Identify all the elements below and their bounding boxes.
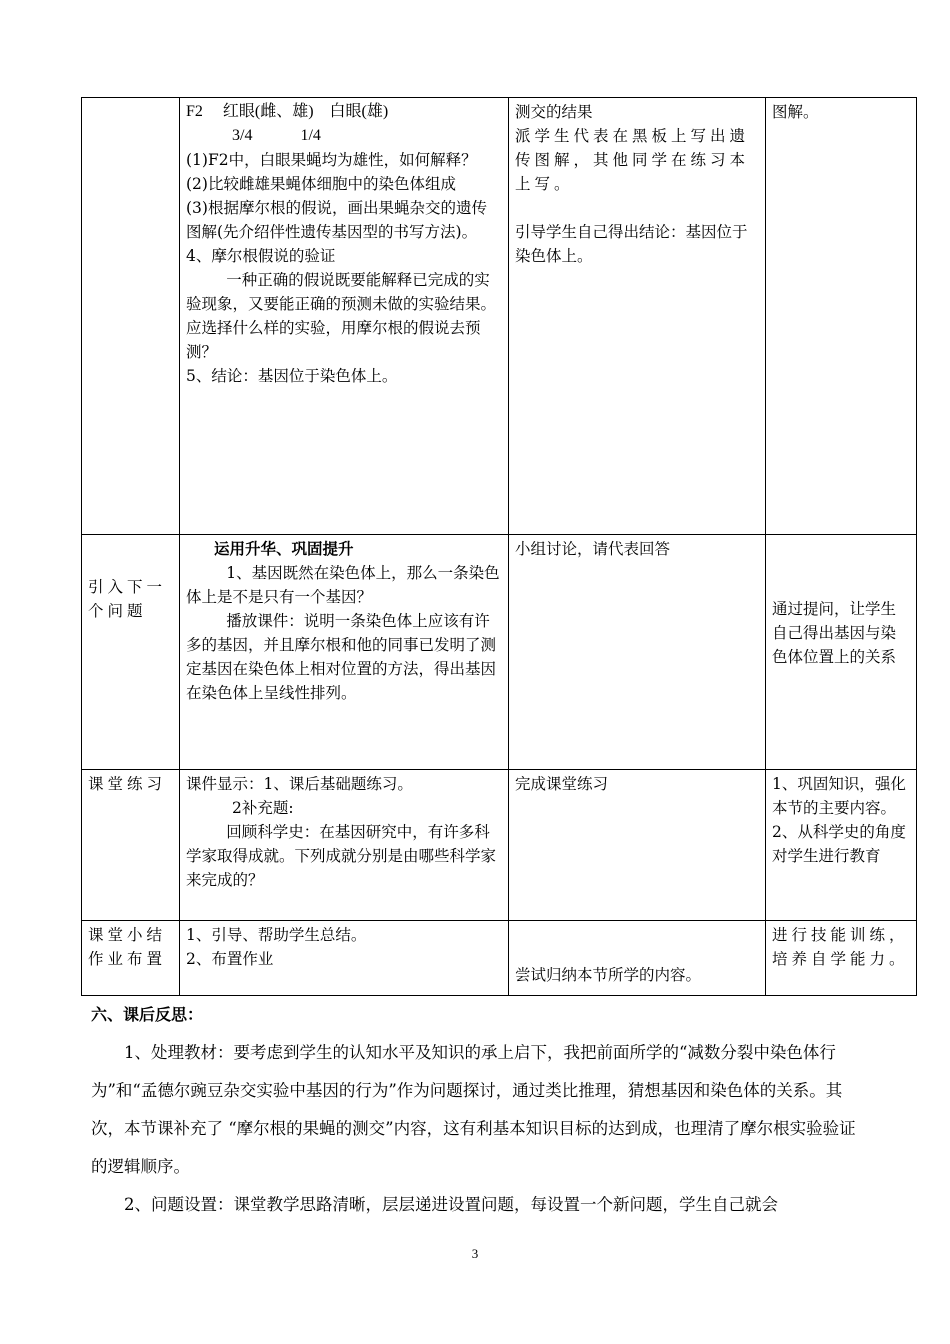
table-row (82, 770, 917, 921)
reflection-paragraph-1: 1、处理教材：要考虑到学生的认知水平及知识的承上启下，我把前面所学的“减数分裂中染色体行为”和“孟德尔豌豆杂交实验中基因的行为”作为问题探讨，通过类比推理，猜想基因和染色体的关系。其次，本节课补充了 “摩尔根的果蝇的测交”内容，这有利基本知识目标的达到成，也理清了摩尔根实验验证的逻辑顺序。 (91, 1043, 856, 1176)
student-activity-cell (509, 98, 766, 535)
content-paragraph: 回顾科学史：在基因研究中，有许多科学家取得成就。下列成就分别是由哪些科学家来完成的？ (186, 823, 497, 889)
section-heading-verification: 4、摩尔根假说的验证 (186, 247, 336, 265)
content-line: 2、布置作业 (186, 950, 274, 968)
question-1: (1)F2中，白眼果蝇均为雄性，如何解释？ (186, 151, 477, 169)
content-line: 2补充题: (232, 799, 294, 817)
student-activity-line: 测交的结果 (515, 103, 593, 121)
intent-cell (766, 535, 917, 770)
student-activity-cell (509, 921, 766, 996)
f2-phenotype-line: F2 红眼(雌、雄) 白眼(雄) (186, 103, 389, 120)
content-paragraph: 1、基因既然在染色体上，那么一条染色体上是不是只有一个基因？ (186, 564, 500, 606)
ratio-line: 3/4 1/4 (232, 127, 321, 144)
intent-text: 1、巩固知识，强化本节的主要内容。2、从科学史的角度对学生进行教育 (772, 775, 906, 865)
table-row (82, 535, 917, 770)
content-cell (180, 98, 509, 535)
conclusion-text: 5、结论：基因位于染色体上。 (186, 367, 398, 385)
content-cell (180, 770, 509, 921)
subsection-title: 运用升华、巩固提升 (214, 539, 354, 558)
stage-cell (82, 535, 180, 770)
intent-text: 进行技能训练，培养自学能力。 (772, 926, 909, 968)
question-3: (3)根据摩尔根的假说，画出果蝇杂交的遗传图解(先介绍伴性遗传基因型的书写方法)。 (186, 199, 487, 241)
verification-text: 一种正确的假说既要能解释已完成的实验现象，又要能正确的预测未做的实验结果。应选择什么样的实验，用摩尔根的假说去预测？ (186, 271, 497, 361)
content-cell (180, 921, 509, 996)
page-number: 3 (471, 1246, 479, 1261)
intent-cell (766, 770, 917, 921)
stage-cell (82, 770, 180, 921)
student-activity-cell (509, 535, 766, 770)
stage-label: 课堂小结作业布置 (88, 926, 167, 968)
student-activity-line: 派学生代表在黑板上写出遗传图解，其他同学在练习本上写。 (515, 127, 750, 193)
table-row (82, 98, 917, 535)
intent-cell (766, 98, 917, 535)
section-title: 六、课后反思： (91, 1005, 204, 1024)
intent-text: 图解。 (772, 103, 819, 121)
question-2: (2)比较雌雄果蝇体细胞中的染色体组成 (186, 175, 456, 193)
content-line: 课件显示：1、课后基础题练习。 (186, 775, 413, 793)
stage-label: 课堂练习 (88, 775, 167, 793)
intent-text: 通过提问，让学生自己得出基因与染色体位置上的关系 (772, 600, 897, 666)
content-cell (180, 535, 509, 770)
student-activity-line: 引导学生自己得出结论：基因位于染色体上。 (515, 223, 748, 265)
content-paragraph: 播放课件：说明一条染色体上应该有许多的基因，并且摩尔根和他的同事已发明了测定基因在染色体上相对位置的方法，得出基因在染色体上呈线性排列。 (186, 612, 497, 702)
student-activity-cell (509, 770, 766, 921)
stage-cell (82, 921, 180, 996)
reflection-paragraph-2: 2、问题设置：课堂教学思路清晰，层层递进设置问题，每设置一个新问题，学生自己就会 (124, 1195, 778, 1214)
lesson-plan-table (81, 97, 917, 996)
intent-cell (766, 921, 917, 996)
stage-label: 引入下一个问题 (88, 578, 167, 620)
content-line: 1、引导、帮助学生总结。 (186, 926, 367, 944)
student-activity-text: 尝试归纳本节所学的内容。 (515, 966, 702, 984)
stage-cell (82, 98, 180, 535)
student-activity-text: 小组讨论，请代表回答 (515, 540, 671, 558)
table-row (82, 921, 917, 996)
student-activity-text: 完成课堂练习 (515, 775, 609, 793)
